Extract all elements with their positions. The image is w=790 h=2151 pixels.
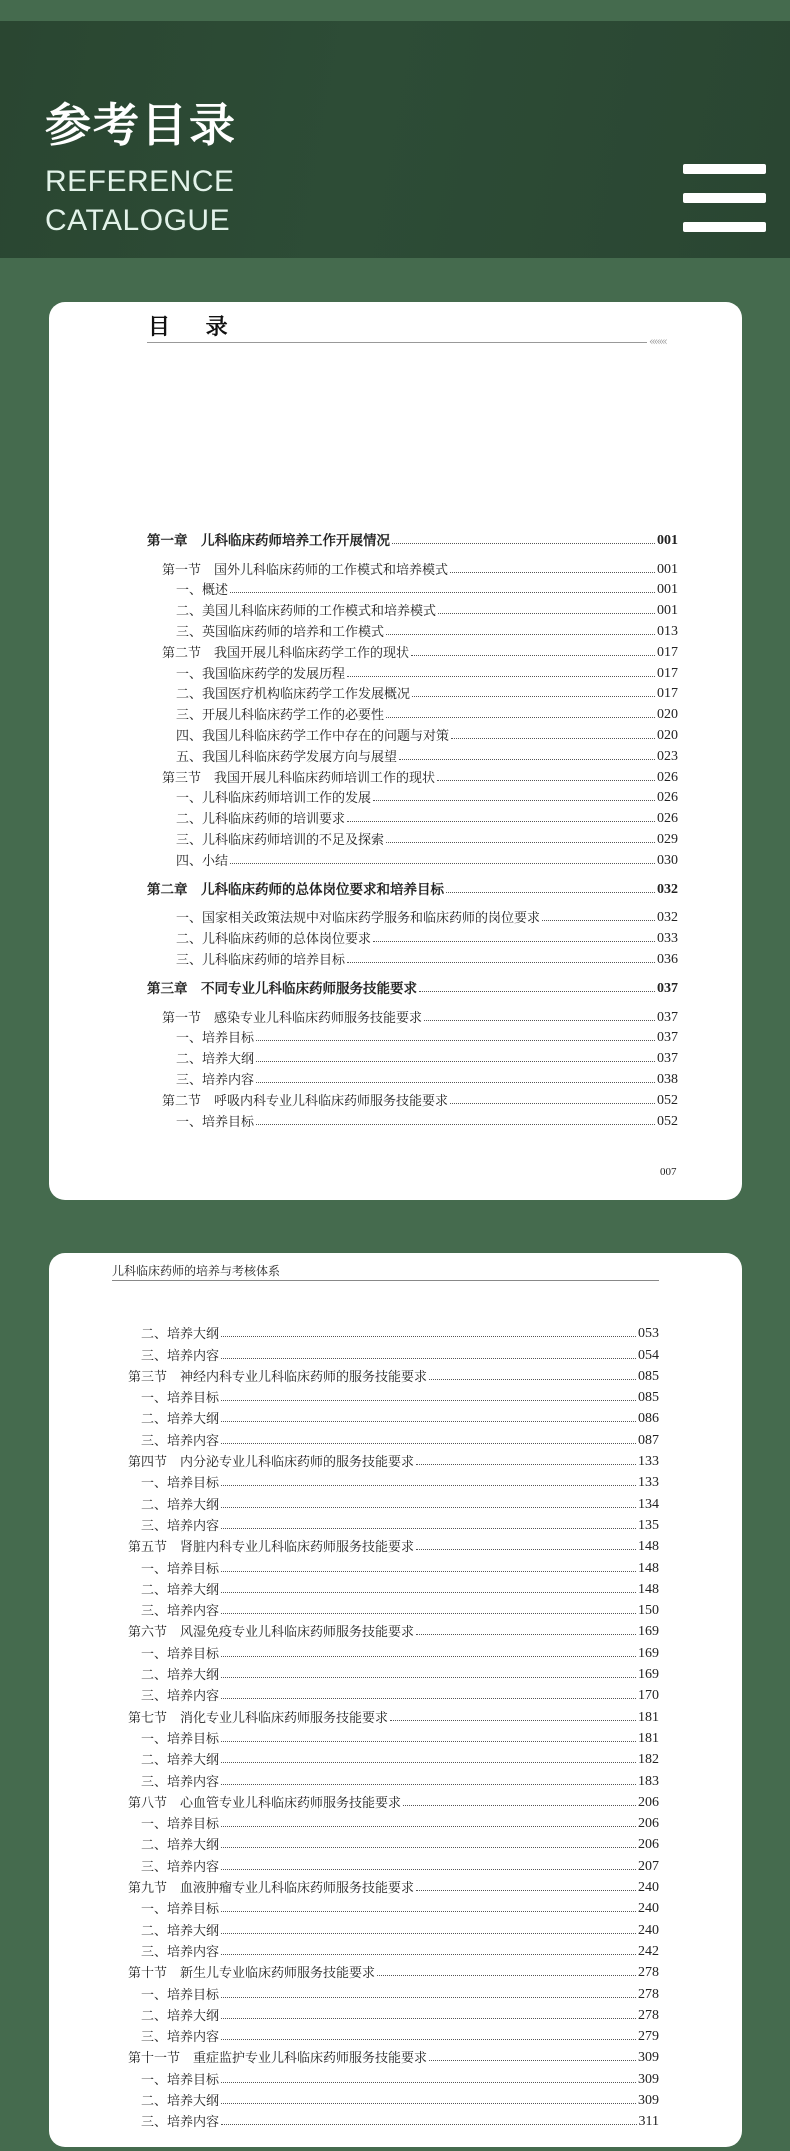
toc-entry-page: 017 xyxy=(657,644,678,660)
toc-entry-page: 087 xyxy=(638,1432,659,1448)
dot-leader xyxy=(230,592,655,593)
running-head-rule xyxy=(112,1280,659,1281)
toc-entry-chapter xyxy=(147,877,678,898)
toc-entry-label: 一、培养目标 xyxy=(141,1646,220,1662)
toc-list xyxy=(147,528,678,1130)
running-head: 儿科临床药师的培养与考核体系 xyxy=(112,1264,281,1278)
toc-entry-item xyxy=(147,619,678,640)
dot-leader xyxy=(373,941,655,942)
toc-entry-page: 279 xyxy=(638,2029,659,2045)
toc-entry-item xyxy=(128,1640,659,1661)
toc-entry-item xyxy=(147,926,678,947)
toc-entry-label: 一、培养目标 xyxy=(141,2072,220,2088)
dot-leader xyxy=(230,863,655,864)
toc-entry-label: 一、国家相关政策法规中对临床药学服务和临床药师的岗位要求 xyxy=(176,911,541,927)
dot-leader xyxy=(256,1124,655,1125)
dot-leader xyxy=(542,920,655,921)
dot-leader xyxy=(221,1443,636,1444)
toc-entry-label: 一、培养目标 xyxy=(141,1987,220,2003)
toc-entry-item xyxy=(128,1342,659,1363)
toc-entry-label: 第五节 肾脏内科专业儿科临床药师服务技能要求 xyxy=(128,1540,415,1556)
toc-entry-item xyxy=(147,723,678,744)
toc-entry-section xyxy=(128,1364,659,1385)
toc-entry-label: 二、培养大纲 xyxy=(141,1582,220,1598)
toc-entry-page: 032 xyxy=(657,881,678,897)
dot-leader xyxy=(221,1762,636,1763)
toc-entry-page: 206 xyxy=(638,1816,659,1832)
toc-entry-label: 一、培养目标 xyxy=(141,1731,220,1747)
dot-leader xyxy=(221,2018,636,2019)
toc-entry-page: 133 xyxy=(638,1454,659,1470)
dot-leader xyxy=(416,1634,636,1635)
toc-entry-page: 017 xyxy=(657,686,678,702)
dot-leader xyxy=(429,1379,636,1380)
header-title-cn: 参考目录 xyxy=(45,98,237,152)
toc-entry-item xyxy=(147,1026,678,1047)
toc-entry-item xyxy=(128,1853,659,1874)
dot-leader xyxy=(390,1720,636,1721)
toc-entry-item xyxy=(128,1555,659,1576)
toc-entry-item xyxy=(128,1577,659,1598)
dot-leader xyxy=(256,1061,655,1062)
toc-entry-page: 148 xyxy=(638,1539,659,1555)
toc-entry-page: 037 xyxy=(657,980,678,996)
toc-entry-page: 052 xyxy=(657,1113,678,1129)
toc-entry-page: 038 xyxy=(657,1071,678,1087)
toc-entry-page: 001 xyxy=(657,603,678,619)
toc-entry-label: 一、儿科临床药师培训工作的发展 xyxy=(176,791,372,807)
toc-entry-page: 169 xyxy=(638,1667,659,1683)
dot-leader xyxy=(416,1890,636,1891)
toc-entry-chapter xyxy=(147,528,678,549)
toc-entry-page: 181 xyxy=(638,1730,659,1746)
header-title-en-line1: REFERENCE xyxy=(45,165,235,198)
toc-entry-item xyxy=(128,1513,659,1534)
toc-entry-page: 001 xyxy=(657,561,678,577)
toc-entry-item xyxy=(128,1832,659,1853)
dot-leader xyxy=(347,821,655,822)
toc-entry-label: 五、我国儿科临床药学发展方向与展望 xyxy=(176,749,398,765)
toc-entry-page: 017 xyxy=(657,665,678,681)
toc-entry-item xyxy=(147,806,678,827)
dot-leader xyxy=(256,1082,655,1083)
toc-entry-label: 二、培养大纲 xyxy=(141,1753,220,1769)
toc-page-1 xyxy=(49,302,742,1200)
toc-entry-item xyxy=(128,1939,659,1960)
toc-entry-label: 第三节 神经内科专业儿科临床药师的服务技能要求 xyxy=(128,1369,428,1385)
toc-heading: 目 录 xyxy=(148,315,242,340)
toc-entry-item xyxy=(147,786,678,807)
toc-entry-label: 三、儿科临床药师培训的不足及探索 xyxy=(176,832,385,848)
toc-entry-label: 三、培养内容 xyxy=(141,1433,220,1449)
page-number: 007 xyxy=(660,1166,677,1178)
dot-leader xyxy=(221,1847,636,1848)
dot-leader xyxy=(221,1592,636,1593)
dot-leader xyxy=(450,572,655,573)
toc-entry-label: 三、培养内容 xyxy=(141,1348,220,1364)
dot-leader xyxy=(450,1103,655,1104)
toc-entry-item xyxy=(128,1427,659,1448)
toc-entry-label: 一、培养目标 xyxy=(141,1902,220,1918)
toc-entry-page: 032 xyxy=(657,910,678,926)
toc-heading-rule xyxy=(147,342,647,343)
toc-entry-page: 207 xyxy=(638,1858,659,1874)
dot-leader xyxy=(221,1784,636,1785)
dot-leader xyxy=(437,780,655,781)
toc-entry-item xyxy=(147,848,678,869)
toc-entry-label: 第六节 风湿免疫专业儿科临床药师服务技能要求 xyxy=(128,1625,415,1641)
toc-entry-item xyxy=(128,2024,659,2045)
toc-entry-item xyxy=(128,1726,659,1747)
toc-entry-item xyxy=(147,827,678,848)
dot-leader xyxy=(221,1485,636,1486)
toc-entry-page: 036 xyxy=(657,951,678,967)
toc-entry-page: 086 xyxy=(638,1411,659,1427)
toc-entry-page: 020 xyxy=(657,707,678,723)
toc-entry-label: 三、培养内容 xyxy=(176,1072,255,1088)
dot-leader xyxy=(221,1571,636,1572)
toc-entry-label: 三、开展儿科临床药学工作的必要性 xyxy=(176,708,385,724)
dot-leader xyxy=(221,1336,636,1337)
toc-entry-page: 135 xyxy=(638,1517,659,1533)
toc-entry-item xyxy=(128,1385,659,1406)
toc-entry-page: 037 xyxy=(657,1051,678,1067)
toc-entry-page: 206 xyxy=(638,1837,659,1853)
toc-entry-item xyxy=(147,906,678,927)
toc-entry-section xyxy=(128,1790,659,1811)
toc-entry-item xyxy=(128,1981,659,2002)
toc-entry-label: 第十节 新生儿专业临床药师服务技能要求 xyxy=(128,1966,376,1982)
toc-entry-label: 第三章 不同专业儿科临床药师服务技能要求 xyxy=(147,980,417,997)
toc-entry-label: 第二节 我国开展儿科临床药学工作的现状 xyxy=(162,645,410,661)
dot-leader xyxy=(411,655,655,656)
dot-leader xyxy=(446,892,655,893)
toc-entry-page: 037 xyxy=(657,1009,678,1025)
toc-entry-item xyxy=(147,598,678,619)
dot-leader xyxy=(221,1400,636,1401)
toc-entry-label: 第三节 我国开展儿科临床药师培训工作的现状 xyxy=(162,770,436,786)
toc-entry-item xyxy=(147,1046,678,1067)
toc-entry-item xyxy=(128,1470,659,1491)
toc-entry-section xyxy=(128,1960,659,1981)
toc-entry-item xyxy=(147,1109,678,1130)
dot-leader xyxy=(347,676,655,677)
toc-entry-label: 二、培养大纲 xyxy=(141,1923,220,1939)
toc-entry-item xyxy=(128,1917,659,1938)
toc-entry-label: 三、英国临床药师的培养和工作模式 xyxy=(176,624,385,640)
toc-entry-item xyxy=(147,1067,678,1088)
toc-entry-page: 053 xyxy=(638,1326,659,1342)
toc-entry-label: 第十一节 重症监护专业儿科临床药师服务技能要求 xyxy=(128,2051,428,2067)
toc-entry-label: 四、小结 xyxy=(176,853,229,869)
toc-entry-label: 一、培养目标 xyxy=(141,1561,220,1577)
toc-entry-item xyxy=(128,2066,659,2087)
toc-entry-label: 三、培养内容 xyxy=(141,1859,220,1875)
toc-entry-label: 第八节 心血管专业儿科临床药师服务技能要求 xyxy=(128,1795,402,1811)
toc-entry-page: 181 xyxy=(638,1709,659,1725)
toc-entry-item xyxy=(128,2109,659,2130)
dot-leader xyxy=(377,1975,636,1976)
toc-entry-label: 二、培养大纲 xyxy=(141,1668,220,1684)
toc-entry-page: 169 xyxy=(638,1645,659,1661)
dot-leader xyxy=(221,1954,636,1955)
header-banner xyxy=(0,21,790,258)
toc-list xyxy=(128,1321,659,2130)
toc-entry-item xyxy=(128,1896,659,1917)
chevrons-left-icon: ‹‹‹‹‹‹‹ xyxy=(649,335,666,348)
toc-entry-chapter xyxy=(147,976,678,997)
dot-leader xyxy=(221,1741,636,1742)
toc-entry-section xyxy=(128,2045,659,2066)
toc-entry-label: 三、培养内容 xyxy=(141,1604,220,1620)
toc-entry-item xyxy=(147,744,678,765)
toc-entry-label: 第二节 呼吸内科专业儿科临床药师服务技能要求 xyxy=(162,1093,449,1109)
toc-entry-page: 013 xyxy=(657,623,678,639)
toc-page-2 xyxy=(49,1253,742,2147)
dot-leader xyxy=(221,1933,636,1934)
toc-entry-page: 134 xyxy=(638,1496,659,1512)
toc-entry-label: 二、培养大纲 xyxy=(141,1497,220,1513)
toc-entry-section xyxy=(128,1449,659,1470)
toc-entry-label: 二、培养大纲 xyxy=(141,1838,220,1854)
toc-entry-page: 169 xyxy=(638,1624,659,1640)
toc-entry-label: 三、培养内容 xyxy=(141,1518,220,1534)
toc-entry-page: 311 xyxy=(638,2114,659,2130)
toc-entry-section xyxy=(147,557,678,578)
toc-entry-page: 001 xyxy=(657,582,678,598)
toc-entry-page: 026 xyxy=(657,769,678,785)
dot-leader xyxy=(451,738,655,739)
toc-entry-item xyxy=(128,1662,659,1683)
toc-entry-label: 二、培养大纲 xyxy=(176,1052,255,1068)
dot-leader xyxy=(221,1656,636,1657)
toc-entry-label: 三、培养内容 xyxy=(141,2030,220,2046)
toc-entry-item xyxy=(128,1598,659,1619)
dot-leader xyxy=(221,1698,636,1699)
dot-leader xyxy=(399,759,655,760)
toc-entry-page: 037 xyxy=(657,1030,678,1046)
toc-entry-item xyxy=(147,661,678,682)
toc-entry-page: 148 xyxy=(638,1581,659,1597)
toc-entry-item xyxy=(128,2088,659,2109)
toc-entry-label: 一、我国临床药学的发展历程 xyxy=(176,666,346,682)
dot-leader xyxy=(392,543,655,544)
toc-entry-page: 085 xyxy=(638,1390,659,1406)
toc-entry-page: 206 xyxy=(638,1794,659,1810)
toc-entry-label: 三、培养内容 xyxy=(141,1774,220,1790)
toc-entry-label: 一、培养目标 xyxy=(176,1031,255,1047)
toc-entry-section xyxy=(147,1005,678,1026)
toc-entry-label: 三、培养内容 xyxy=(141,1689,220,1705)
dot-leader xyxy=(429,2060,636,2061)
dot-leader xyxy=(221,1869,636,1870)
dot-leader xyxy=(221,2124,637,2125)
toc-entry-item xyxy=(147,578,678,599)
toc-entry-page: 026 xyxy=(657,811,678,827)
toc-entry-item xyxy=(128,1747,659,1768)
toc-entry-page: 029 xyxy=(657,831,678,847)
dot-leader xyxy=(221,1826,636,1827)
toc-entry-page: 020 xyxy=(657,727,678,743)
dot-leader xyxy=(386,717,655,718)
dot-leader xyxy=(386,634,655,635)
toc-entry-page: 170 xyxy=(638,1688,659,1704)
toc-entry-section xyxy=(128,1534,659,1555)
dot-leader xyxy=(438,613,655,614)
toc-entry-item xyxy=(147,682,678,703)
dot-leader xyxy=(373,800,655,801)
toc-entry-item xyxy=(128,1406,659,1427)
dot-leader xyxy=(221,1911,636,1912)
dot-leader xyxy=(403,1805,636,1806)
toc-entry-page: 182 xyxy=(638,1752,659,1768)
toc-entry-page: 054 xyxy=(638,1347,659,1363)
toc-entry-page: 278 xyxy=(638,1965,659,1981)
dot-leader xyxy=(347,962,655,963)
dot-leader xyxy=(221,2082,636,2083)
toc-entry-page: 148 xyxy=(638,1560,659,1576)
toc-entry-page: 309 xyxy=(638,2050,659,2066)
toc-entry-label: 第二章 儿科临床药师的总体岗位要求和培养目标 xyxy=(147,881,444,898)
toc-entry-item xyxy=(128,1811,659,1832)
toc-entry-page: 026 xyxy=(657,790,678,806)
toc-entry-page: 278 xyxy=(638,1986,659,2002)
toc-entry-label: 三、儿科临床药师的培养目标 xyxy=(176,952,346,968)
toc-entry-label: 第一章 儿科临床药师培养工作开展情况 xyxy=(147,532,390,549)
toc-entry-item xyxy=(147,947,678,968)
dot-leader xyxy=(221,1358,636,1359)
toc-entry-page: 242 xyxy=(638,1943,659,1959)
toc-entry-page: 023 xyxy=(657,748,678,764)
dot-leader xyxy=(256,1040,655,1041)
toc-entry-page: 085 xyxy=(638,1368,659,1384)
toc-entry-item xyxy=(128,1321,659,1342)
dot-leader xyxy=(412,696,655,697)
toc-entry-label: 一、培养目标 xyxy=(141,1391,220,1407)
toc-entry-label: 一、培养目标 xyxy=(176,1114,255,1130)
toc-entry-label: 二、儿科临床药师的培训要求 xyxy=(176,812,346,828)
toc-entry-page: 183 xyxy=(638,1773,659,1789)
toc-entry-label: 第七节 消化专业儿科临床药师服务技能要求 xyxy=(128,1710,389,1726)
toc-entry-label: 三、培养内容 xyxy=(141,2115,220,2131)
toc-entry-item xyxy=(147,702,678,723)
toc-entry-page: 309 xyxy=(638,2071,659,2087)
dot-leader xyxy=(221,2103,636,2104)
toc-entry-item xyxy=(128,1768,659,1789)
toc-entry-label: 一、概述 xyxy=(176,583,229,599)
toc-entry-label: 二、美国儿科临床药师的工作模式和培养模式 xyxy=(176,604,437,620)
dot-leader xyxy=(221,2039,636,2040)
hamburger-menu-icon[interactable] xyxy=(683,164,766,232)
toc-entry-page: 240 xyxy=(638,1901,659,1917)
toc-entry-page: 240 xyxy=(638,1922,659,1938)
toc-entry-section xyxy=(147,765,678,786)
dot-leader xyxy=(221,1421,636,1422)
toc-entry-label: 一、培养目标 xyxy=(141,1476,220,1492)
dot-leader xyxy=(221,1528,636,1529)
toc-entry-label: 二、培养大纲 xyxy=(141,2093,220,2109)
toc-entry-label: 二、培养大纲 xyxy=(141,2008,220,2024)
toc-entry-label: 四、我国儿科临床药学工作中存在的问题与对策 xyxy=(176,728,450,744)
toc-entry-page: 309 xyxy=(638,2092,659,2108)
header-title-en-line2: CATALOGUE xyxy=(45,204,231,237)
toc-entry-label: 二、培养大纲 xyxy=(141,1327,220,1343)
toc-entry-page: 030 xyxy=(657,852,678,868)
toc-entry-page: 052 xyxy=(657,1092,678,1108)
toc-entry-page: 133 xyxy=(638,1475,659,1491)
toc-entry-label: 二、儿科临床药师的总体岗位要求 xyxy=(176,932,372,948)
toc-entry-section xyxy=(128,1875,659,1896)
toc-entry-section xyxy=(147,1088,678,1109)
toc-entry-label: 二、我国医疗机构临床药学工作发展概况 xyxy=(176,687,411,703)
dot-leader xyxy=(221,1613,636,1614)
dot-leader xyxy=(221,1507,636,1508)
toc-entry-label: 第一节 国外儿科临床药师的工作模式和培养模式 xyxy=(162,562,449,578)
toc-entry-item xyxy=(128,1491,659,1512)
toc-entry-section xyxy=(147,640,678,661)
toc-entry-section xyxy=(128,1619,659,1640)
dot-leader xyxy=(221,1997,636,1998)
toc-entry-section xyxy=(128,1704,659,1725)
dot-leader xyxy=(386,842,655,843)
toc-entry-page: 278 xyxy=(638,2007,659,2023)
toc-entry-item xyxy=(128,2003,659,2024)
toc-entry-page: 150 xyxy=(638,1603,659,1619)
dot-leader xyxy=(221,1677,636,1678)
toc-entry-label: 二、培养大纲 xyxy=(141,1412,220,1428)
toc-entry-label: 第九节 血液肿瘤专业儿科临床药师服务技能要求 xyxy=(128,1881,415,1897)
dot-leader xyxy=(416,1464,636,1465)
toc-entry-page: 240 xyxy=(638,1880,659,1896)
toc-entry-item xyxy=(128,1683,659,1704)
toc-entry-label: 第四节 内分泌专业儿科临床药师的服务技能要求 xyxy=(128,1455,415,1471)
toc-entry-label: 第一节 感染专业儿科临床药师服务技能要求 xyxy=(162,1010,423,1026)
dot-leader xyxy=(416,1549,636,1550)
toc-entry-label: 一、培养目标 xyxy=(141,1817,220,1833)
toc-entry-page: 001 xyxy=(657,532,678,548)
toc-entry-page: 033 xyxy=(657,931,678,947)
dot-leader xyxy=(424,1020,655,1021)
dot-leader xyxy=(419,991,655,992)
toc-entry-label: 三、培养内容 xyxy=(141,1944,220,1960)
